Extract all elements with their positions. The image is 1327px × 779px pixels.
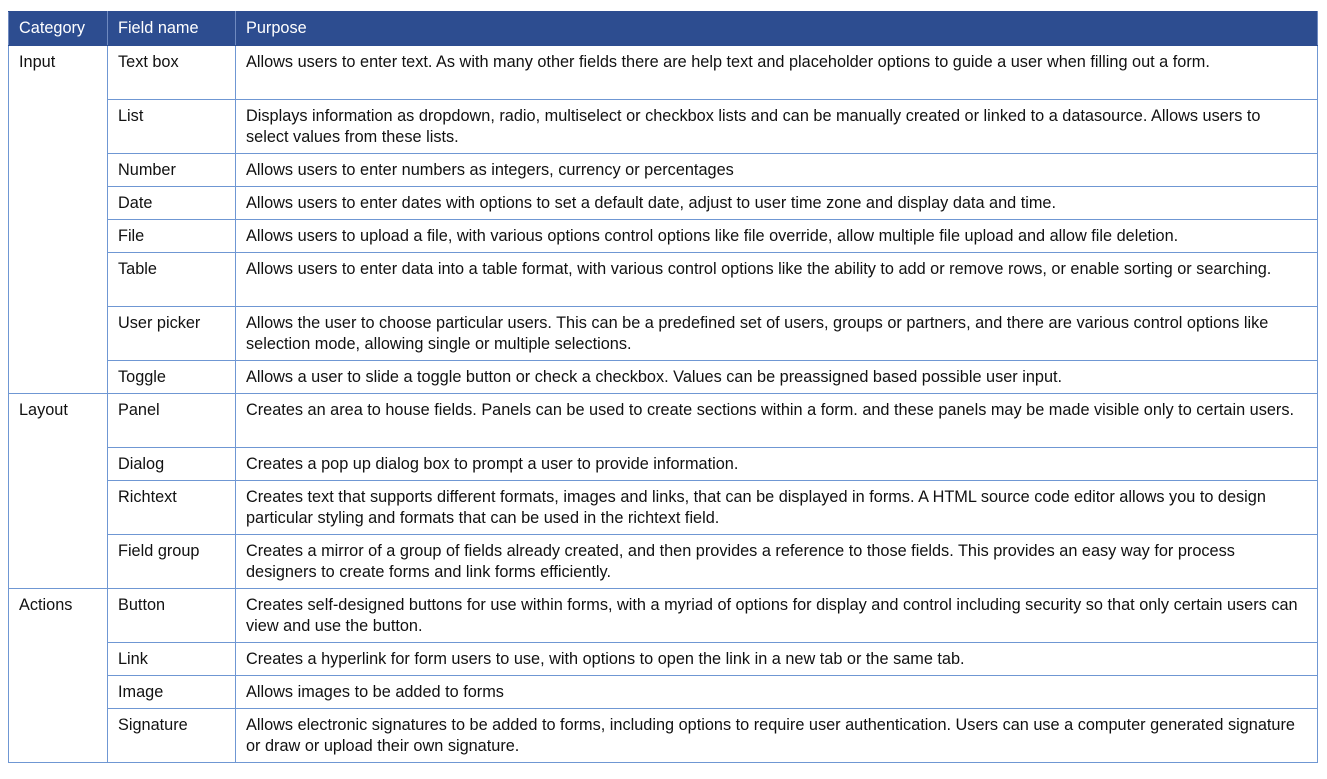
purpose-cell: Creates a hyperlink for form users to use, with options to open the link in a new tab or the same tab. bbox=[236, 643, 1318, 676]
header-row bbox=[9, 12, 1318, 46]
header-field-name: Field name bbox=[108, 12, 236, 46]
purpose-cell: Allows users to enter numbers as integers, currency or percentages bbox=[236, 154, 1318, 187]
table-row bbox=[9, 589, 1318, 643]
purpose-cell: Creates text that supports different formats, images and links, that can be displayed in forms. A HTML source code editor allows you to design particular styling and formats that can be used in the richtext field. bbox=[236, 481, 1318, 535]
header-category: Category bbox=[9, 12, 108, 46]
table-row bbox=[9, 46, 1318, 100]
table-row bbox=[9, 709, 1318, 763]
purpose-cell: Allows the user to choose particular users. This can be a predefined set of users, groups or partners, and there are various control options like selection mode, allowing single or multiple selections. bbox=[236, 307, 1318, 361]
table-row bbox=[9, 307, 1318, 361]
table-row bbox=[9, 643, 1318, 676]
field-name-cell: Button bbox=[108, 589, 236, 643]
purpose-cell: Allows electronic signatures to be added to forms, including options to require user authentication. Users can use a computer generated signature or draw or upload their own signature. bbox=[236, 709, 1318, 763]
table-row bbox=[9, 100, 1318, 154]
category-cell: Input bbox=[9, 46, 108, 394]
field-types-table bbox=[8, 11, 1318, 763]
purpose-cell: Allows users to enter dates with options to set a default date, adjust to user time zone and display data and time. bbox=[236, 187, 1318, 220]
purpose-cell: Allows images to be added to forms bbox=[236, 676, 1318, 709]
table-body bbox=[9, 46, 1318, 763]
field-name-cell: List bbox=[108, 100, 236, 154]
field-name-cell: Field group bbox=[108, 535, 236, 589]
purpose-cell: Creates an area to house fields. Panels can be used to create sections within a form. and these panels may be made visible only to certain users. bbox=[236, 394, 1318, 448]
table-row bbox=[9, 394, 1318, 448]
category-cell: Layout bbox=[9, 394, 108, 589]
header-purpose: Purpose bbox=[236, 12, 1318, 46]
field-name-cell: Date bbox=[108, 187, 236, 220]
table-row bbox=[9, 154, 1318, 187]
purpose-cell: Allows users to enter data into a table format, with various control options like the ability to add or remove rows, or enable sorting or searching. bbox=[236, 253, 1318, 307]
table-row bbox=[9, 481, 1318, 535]
purpose-cell: Displays information as dropdown, radio, multiselect or checkbox lists and can be manually created or linked to a datasource. Allows users to select values from these lists. bbox=[236, 100, 1318, 154]
field-name-cell: Richtext bbox=[108, 481, 236, 535]
field-name-cell: Link bbox=[108, 643, 236, 676]
field-name-cell: Table bbox=[108, 253, 236, 307]
field-name-cell: Panel bbox=[108, 394, 236, 448]
table-row bbox=[9, 220, 1318, 253]
category-cell: Actions bbox=[9, 589, 108, 763]
table-header bbox=[9, 12, 1318, 46]
field-name-cell: Toggle bbox=[108, 361, 236, 394]
field-name-cell: Signature bbox=[108, 709, 236, 763]
field-name-cell: User picker bbox=[108, 307, 236, 361]
field-name-cell: Number bbox=[108, 154, 236, 187]
purpose-cell: Creates a mirror of a group of fields already created, and then provides a reference to those fields. This provides an easy way for process designers to create forms and link forms efficiently. bbox=[236, 535, 1318, 589]
table-row bbox=[9, 535, 1318, 589]
table-row bbox=[9, 187, 1318, 220]
purpose-cell: Allows users to upload a file, with various options control options like file override, allow multiple file upload and allow file deletion. bbox=[236, 220, 1318, 253]
field-name-cell: Text box bbox=[108, 46, 236, 100]
purpose-cell: Allows users to enter text. As with many other fields there are help text and placeholder options to guide a user when filling out a form. bbox=[236, 46, 1318, 100]
table-row bbox=[9, 448, 1318, 481]
field-name-cell: File bbox=[108, 220, 236, 253]
table-row bbox=[9, 676, 1318, 709]
field-name-cell: Dialog bbox=[108, 448, 236, 481]
purpose-cell: Creates self-designed buttons for use within forms, with a myriad of options for display and control including security so that only certain users can view and use the button. bbox=[236, 589, 1318, 643]
field-name-cell: Image bbox=[108, 676, 236, 709]
table-row bbox=[9, 361, 1318, 394]
purpose-cell: Allows a user to slide a toggle button or check a checkbox. Values can be preassigned based possible user input. bbox=[236, 361, 1318, 394]
table-row bbox=[9, 253, 1318, 307]
purpose-cell: Creates a pop up dialog box to prompt a user to provide information. bbox=[236, 448, 1318, 481]
